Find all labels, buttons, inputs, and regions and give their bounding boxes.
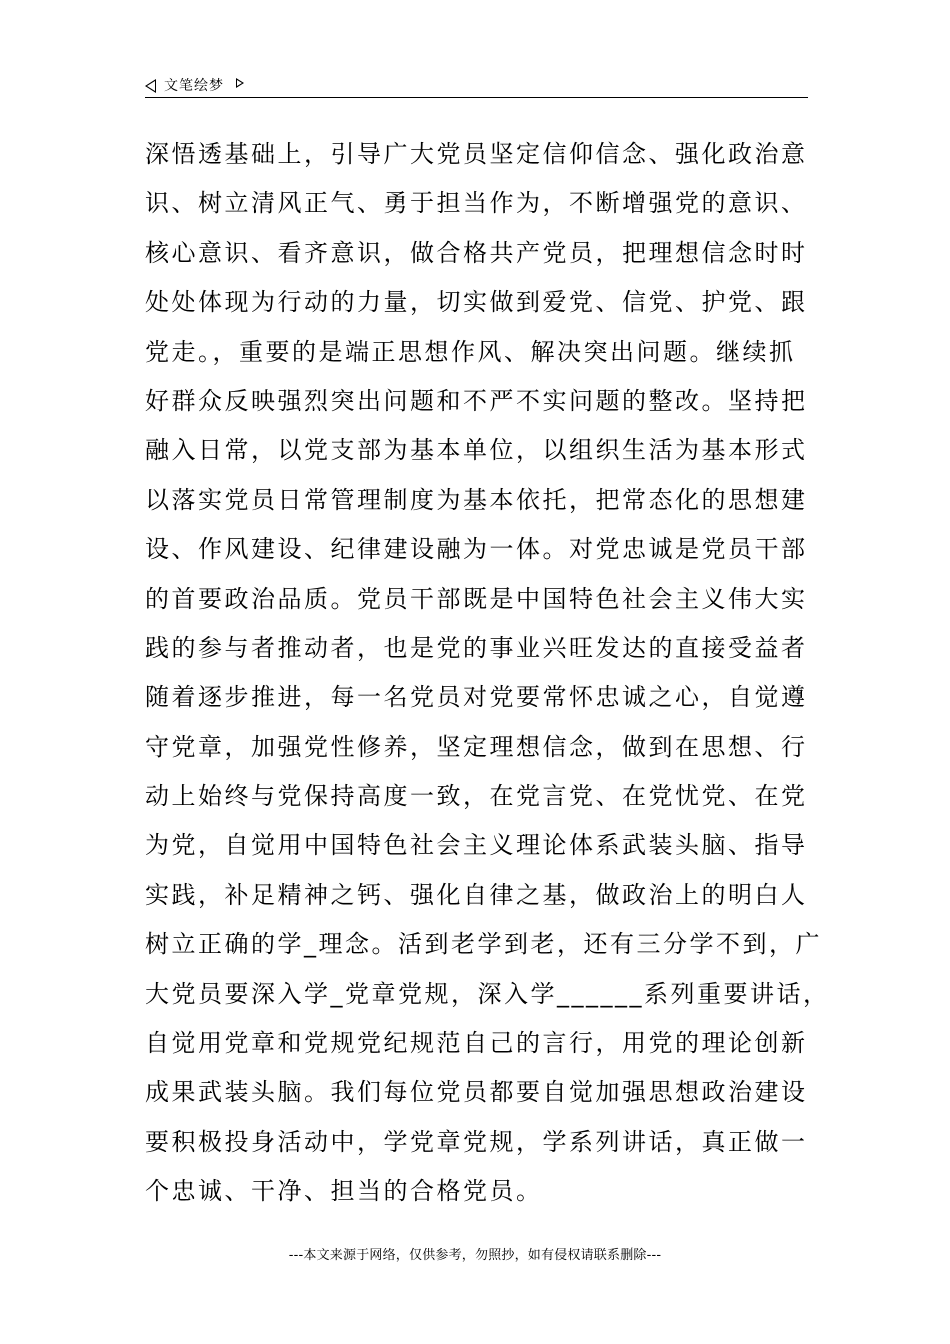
- body-line: 深悟透基础上，引导广大党员坚定信仰信念、强化政治意: [145, 140, 808, 168]
- body-line: 树立正确的学_理念。活到老学到老，还有三分学不到，广: [145, 930, 822, 959]
- document-body: [145, 130, 830, 1217]
- body-line: 以落实党员日常管理制度为基本依托，把常态化的思想建: [145, 485, 808, 514]
- body-line: 守党章，加强党性修养，坚定理想信念，做到在思想、行: [145, 732, 808, 761]
- body-line: 成果武装头脑。我们每位党员都要自觉加强思想政治建设: [145, 1078, 808, 1107]
- body-line: 个忠诚、干净、担当的合格党员。: [145, 1177, 543, 1206]
- footer-notice: ---本文来源于网络，仅供参考，勿照抄，如有侵权请联系删除---: [288, 1248, 662, 1263]
- body-line: 识、树立清风正气、勇于担当作为，不断增强党的意识、: [145, 189, 808, 218]
- body-line: 动上始终与党保持高度一致，在党言党、在党忧党、在党: [145, 782, 808, 811]
- triangle-right-icon: [236, 78, 244, 88]
- brand-name: 文笔绘梦: [164, 78, 224, 94]
- body-line: 自觉用党章和党规党纪规范自己的言行，用党的理论创新: [145, 1029, 808, 1058]
- body-line: 融入日常，以党支部为基本单位，以组织生活为基本形式: [145, 436, 808, 465]
- body-line: 实践，补足精神之钙、强化自律之基，做政治上的明白人: [145, 880, 808, 909]
- body-line: 设、作风建设、纪律建设融为一体。对党忠诚是党员干部: [145, 535, 808, 564]
- body-line: 好群众反映强烈突出问题和不严不实问题的整改。坚持把: [145, 386, 808, 415]
- body-line: 处处体现为行动的力量，切实做到爱党、信党、护党、跟: [145, 288, 808, 317]
- body-line: 党走。，重要的是端正思想作风、解决突出问题。继续抓: [145, 337, 796, 366]
- body-line: 随着逐步推进，每一名党员对党要常怀忠诚之心，自觉遵: [145, 683, 808, 712]
- page-header: [145, 74, 808, 98]
- body-line: 核心意识、看齐意识，做合格共产党员，把理想信念时时: [145, 238, 808, 267]
- body-line: 践的参与者推动者，也是党的事业兴旺发达的直接受益者: [145, 633, 808, 662]
- body-line: 为党，自觉用中国特色社会主义理论体系武装头脑、指导: [145, 831, 808, 860]
- header-divider: [145, 97, 808, 98]
- body-line: 大党员要深入学_党章党规，深入学______系列重要讲话，: [145, 979, 830, 1008]
- triangle-left-icon: [145, 79, 156, 93]
- body-line: 的首要政治品质。党员干部既是中国特色社会主义伟大实: [145, 584, 808, 613]
- body-line: 要积极投身活动中，学党章党规，学系列讲话，真正做一: [145, 1127, 808, 1156]
